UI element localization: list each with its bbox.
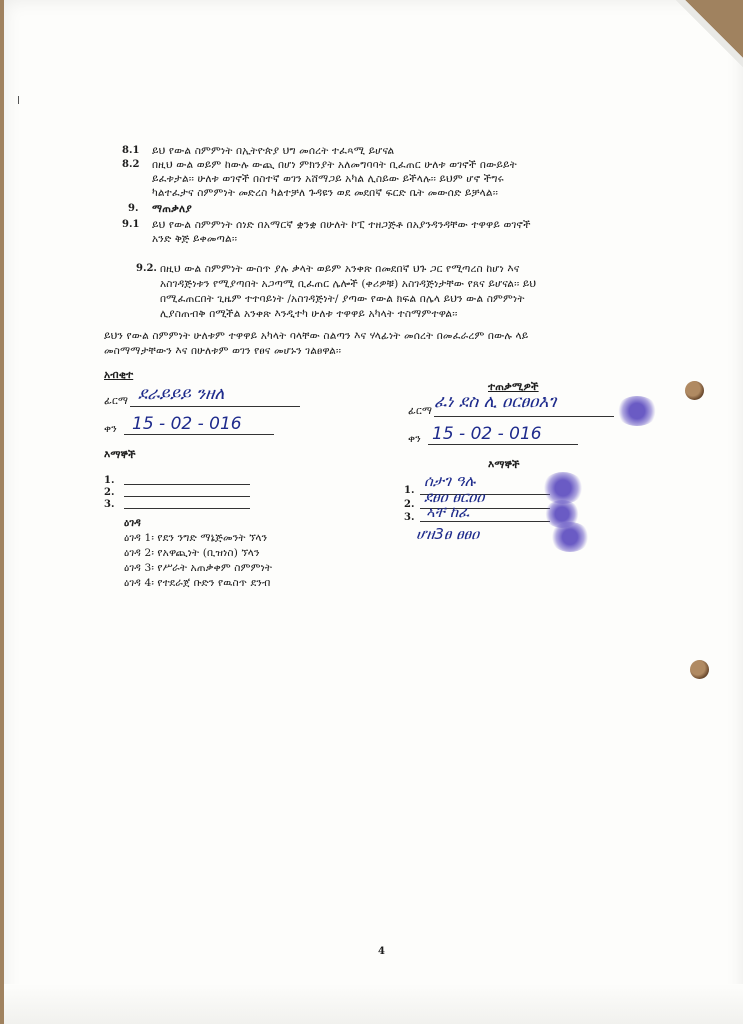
- right-date-label: ቀን: [408, 433, 421, 445]
- attachment-item: ዕገዳ 2፡ የአዋጪነት (ቢዝነስ) ኘላን: [124, 547, 260, 559]
- witness-number: 2.: [104, 487, 115, 498]
- extra-handwriting: ሆዘ3ፀ ፀፀዐ: [416, 525, 480, 543]
- fingerprint-stamp: [616, 396, 658, 426]
- witness-number: 1.: [404, 485, 415, 496]
- left-party-title: አብቂተ: [104, 369, 134, 381]
- clause-number: 9.2.: [136, 263, 157, 274]
- left-signature-label: ፊርማ: [104, 395, 129, 407]
- right-date-handwriting: 15 - 02 - 016: [432, 424, 542, 444]
- clause-9-2-line: አስገዳጅነቱን የሚያጣበት አጋጣሚ ቢፈጠር ሌሎች (ቀሪዎቹ) አስገዳጅነታቸው የጸና ይሆናል፡፡ ይህ: [160, 278, 537, 290]
- clause-9-2-line: በዚህ ውል ስምምነት ውስጥ ያሉ ቃላት ወይም አንቀጽ በመደበኛ ህጉ ጋር የሚጣረስ ከሆነ እና: [160, 263, 520, 275]
- signature-line: [434, 416, 614, 417]
- clause-8-2-line: በዚህ ውል ወይም ከውሉ ውጪ በሆነ ምክንያት አለመግባባት ቢፈጠር ሁለቱ ወገኖች በውይይት: [152, 159, 517, 171]
- signature-line: [130, 406, 300, 407]
- witness-handwriting: ሰታገ ዓሉ: [424, 472, 476, 490]
- clause-8-2-line: ይፈቱታል፡፡ ሁለቱ ወገኖች በስተኛ ወገን አሸማጋይ አካል ሊስይው ይችላሉ፡፡ ይህም ሆኖ ችግሩ: [152, 173, 504, 185]
- clause-number: 8.2: [122, 159, 140, 170]
- closing-line: ይህን የውል ስምምነት ሁለቱም ተዋዋይ አካላት ባላቸው ስልጣን እና ሃላፊነት መሰረት በመፈራረም በውሉ ላይ: [104, 330, 529, 342]
- clause-8-2-line: ካልተፈታና ስምምነት መድረስ ካልተቻለ ጉዳዩን ወደ መደበኛ ፍርድ ቤት መውሰድ ይቻላል፡፡: [152, 187, 498, 199]
- clause-number: 9.1: [122, 219, 140, 230]
- witness-handwriting: ኣቸ ከፈ: [426, 503, 470, 521]
- right-signature-label: ፊርማ: [408, 405, 433, 417]
- attachment-item: ዕገዳ 3፡ የሥራት አጠቃቀም ስምምነት: [124, 562, 273, 574]
- attachment-item: ዕገዳ 1፡ የደን ንግድ ማኔጅመንት ኘላን: [124, 532, 268, 544]
- margin-mark: [18, 96, 19, 104]
- witness-number: 2.: [404, 499, 415, 510]
- witness-blank: [124, 484, 250, 485]
- date-line: [124, 434, 274, 435]
- witness-number: 3.: [104, 499, 115, 510]
- attachment-item: ዕገዳ 4፡ የተደራጀ ቡድን የዉስጥ ደንብ: [124, 577, 271, 589]
- left-witnesses-label: እማኞች: [104, 449, 136, 461]
- clause-number: 9.: [128, 203, 139, 214]
- date-line: [428, 444, 578, 445]
- witness-handwriting: ደፀዐ ፀርዐዐ: [424, 488, 485, 506]
- attachments-title: ዕገዳ: [124, 517, 142, 529]
- clause-8-1-text: ይህ የውል ስምምነት በኢትዮጵያ ህግ መሰረት ተፈጻሚ ይሆናል: [152, 145, 395, 157]
- right-party-title: ተጠቃሚዎች: [488, 381, 539, 393]
- witness-number: 1.: [104, 475, 115, 486]
- folded-corner: [653, 0, 743, 70]
- witness-blank: [420, 521, 550, 522]
- punch-hole-top: [685, 381, 704, 400]
- clause-9-2-line: በሚፈጠርበት ጊዜም ተተባይነት /አስገዳጅነት/ ያጣው የውል ክፍል በሌላ ይህን ውል ስምምነት: [160, 293, 525, 305]
- witness-blank: [124, 496, 250, 497]
- punch-hole-bottom: [690, 660, 709, 679]
- clause-9-2-line: ሊያስጠብቅ በሚችል አንቀጽ እንዲተካ ሁለቱ ተዋዋይ አካላት ተስማምተዋል፡፡: [160, 308, 458, 320]
- right-signature-handwriting: ፈነ ደስ ሊ ዐርፀዐእገ: [434, 392, 557, 412]
- clause-9-1-line: ይህ የውል ስምምነት ሰነድ በአማርኛ ቋንቋ በሁለት ኮፒ ተዘጋጅቶ በአያንዳንዳቸው ተዋዋይ ወገኖች: [152, 219, 531, 231]
- fingerprint-stamp: [550, 522, 590, 552]
- clause-9-1-line: አንድ ቅጅ ይቀመጣል፡፡: [152, 233, 238, 245]
- left-signature-handwriting: ደራይይይ ንዘለ: [138, 384, 225, 404]
- left-date-handwriting: 15 - 02 - 016: [132, 414, 242, 434]
- closing-line: መስማማታቸውን እና በሁለቱም ወገን የፀና መሆኑን ገልፀዋል፡፡: [104, 345, 342, 357]
- witness-number: 3.: [404, 512, 415, 523]
- section-heading: ማጠቃለያ: [152, 203, 192, 215]
- page-number: 4: [378, 946, 385, 957]
- right-witnesses-label: እማኞች: [488, 459, 520, 471]
- left-date-label: ቀን: [104, 423, 117, 435]
- document-page: [4, 0, 743, 1024]
- clause-number: 8.1: [122, 145, 140, 156]
- witness-blank: [124, 508, 250, 509]
